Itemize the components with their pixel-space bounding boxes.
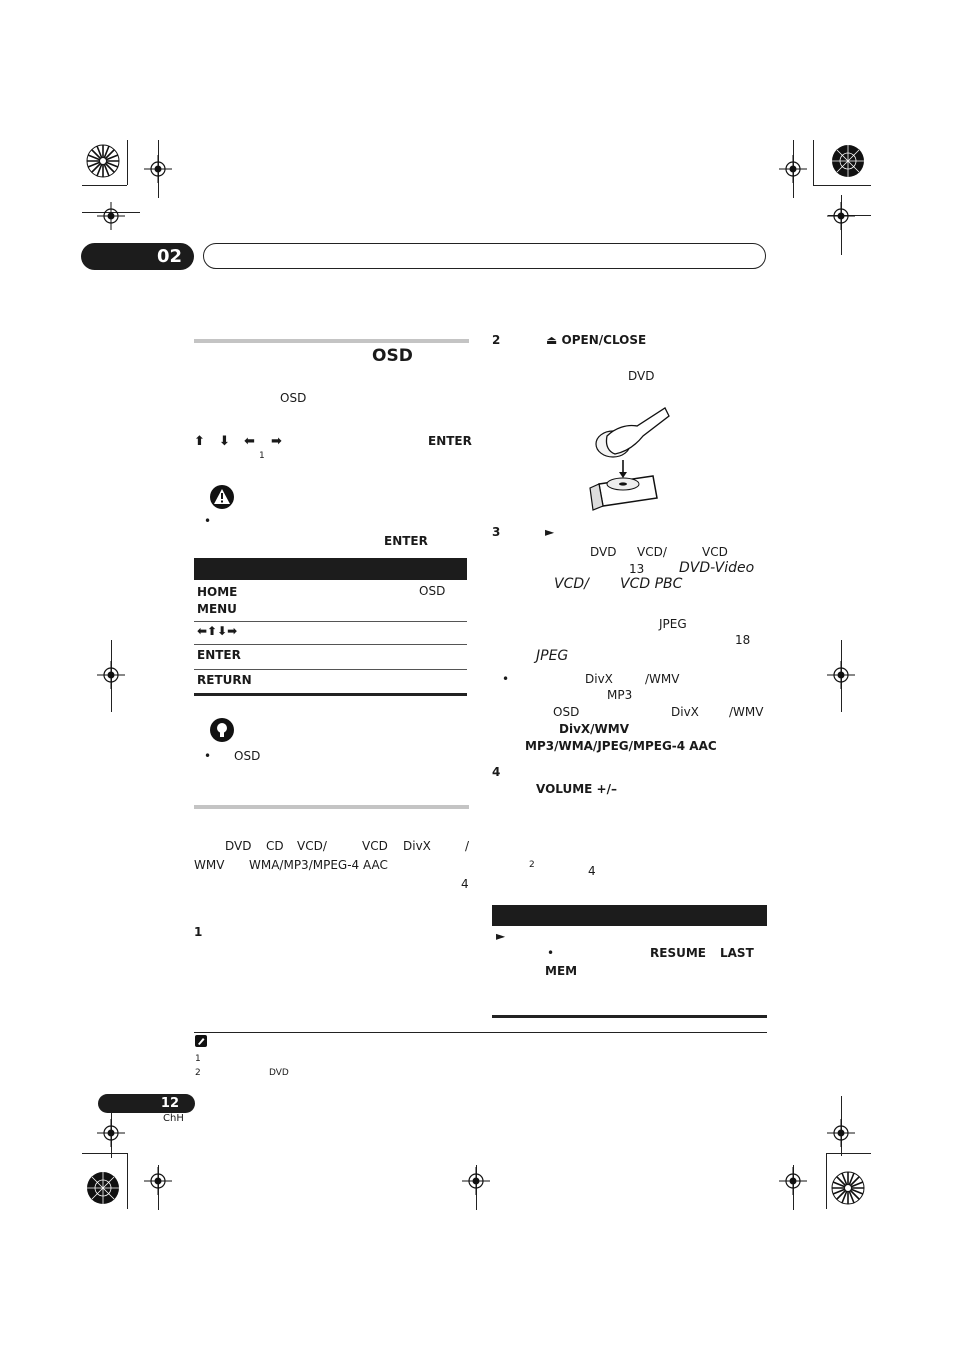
important-warning-icon — [209, 484, 235, 510]
table-divider — [194, 621, 467, 622]
registration-target-icon — [97, 661, 125, 689]
table-bottom-rule — [492, 1015, 767, 1018]
osd-text: OSD — [553, 705, 580, 719]
registration-target-icon — [779, 155, 807, 183]
vcd-pbc-ref: VCD PBC — [620, 576, 683, 592]
open-close-button-label: ⏏ OPEN/CLOSE — [546, 333, 647, 347]
footnote-rule — [194, 1032, 767, 1033]
page-reference: 13 — [629, 562, 645, 576]
table-row-desc: OSD — [419, 584, 446, 598]
sunburst-mark-icon — [86, 1171, 120, 1205]
bullet: • — [204, 749, 212, 763]
footnote-number: 2 — [195, 1068, 201, 1078]
section-rule — [194, 339, 469, 343]
bullet: • — [547, 946, 555, 960]
registration-target-icon — [97, 202, 125, 230]
last-mem-label: LAST — [720, 946, 754, 960]
bullet: • — [502, 672, 510, 686]
crop-line — [82, 185, 127, 186]
format-dvd: DVD — [225, 839, 252, 853]
enter-label: ENTER — [384, 534, 428, 548]
table-row-key: ⬅⬆⬇➡ — [197, 624, 238, 638]
crop-line — [127, 1153, 128, 1209]
footnote-number: 1 — [195, 1054, 201, 1064]
format-cd: CD — [266, 839, 284, 853]
crop-line — [826, 1153, 871, 1154]
divx-text: DivX — [671, 705, 699, 719]
step-number: 4 — [492, 765, 501, 779]
footnote-text: DVD — [269, 1068, 289, 1078]
registration-target-icon — [144, 1167, 172, 1195]
crop-line — [127, 140, 128, 185]
language-code: ChH — [163, 1113, 184, 1124]
tip-lightbulb-icon — [209, 717, 235, 743]
crop-line — [826, 1153, 827, 1209]
jpeg-ref: JPEG — [536, 648, 569, 664]
vcd-ref: VCD/ — [554, 576, 589, 592]
section-heading: OSD — [372, 346, 413, 366]
play-icon: ► — [545, 525, 555, 539]
format-vcd-slash: VCD/ — [637, 545, 667, 559]
format-vcd-slash: VCD/ — [297, 839, 327, 853]
play-icon: ► — [496, 929, 506, 943]
format-vcd: VCD — [362, 839, 388, 853]
table-divider — [194, 644, 467, 645]
table-row-key: RETURN — [197, 673, 252, 687]
chapter-title-bar — [203, 243, 766, 269]
disc-loading-illustration — [585, 406, 671, 512]
section-rule — [194, 805, 469, 809]
registration-target-icon — [779, 1167, 807, 1195]
jpeg-text: JPEG — [659, 617, 687, 631]
chapter-number-tab: 02 — [81, 243, 194, 270]
formats-bold: MP3/WMA/JPEG/MPEG-4 AAC — [525, 739, 717, 753]
table-row-key: ENTER — [197, 648, 241, 662]
sunburst-mark-icon — [831, 1171, 865, 1205]
step-number: 2 — [492, 333, 501, 347]
registration-target-icon — [462, 1167, 490, 1195]
osd-text: OSD — [280, 391, 307, 405]
registration-target-icon — [144, 155, 172, 183]
sunburst-mark-icon — [86, 144, 120, 178]
volume-button-label: VOLUME +/– — [536, 782, 617, 796]
page-reference: 18 — [735, 633, 751, 647]
arrow-down-icon: ⬇ — [219, 434, 230, 449]
footnote-ref: 2 — [529, 860, 535, 870]
dvd-video-ref: DVD-Video — [679, 560, 755, 576]
page-reference: 4 — [588, 864, 596, 878]
divx-text: DivX — [585, 672, 613, 686]
format-divx: DivX — [403, 839, 431, 853]
bullet: • — [204, 514, 212, 528]
note-icon — [195, 1035, 207, 1047]
key-home: HOME — [197, 585, 238, 599]
page-number-tab: 12 — [98, 1094, 195, 1113]
step-number: 3 — [492, 525, 501, 539]
table-row-key — [197, 584, 237, 618]
registration-target-icon — [97, 1119, 125, 1147]
tip-text: OSD — [234, 749, 261, 763]
registration-target-icon — [827, 202, 855, 230]
mem-label: MEM — [545, 964, 578, 978]
footnote-ref: 1 — [259, 451, 265, 461]
table-header — [194, 558, 467, 580]
divx-wmv-bold: DivX/WMV — [559, 722, 629, 736]
wmv-text: /WMV — [729, 705, 764, 719]
format-slash: / — [465, 839, 470, 853]
arrow-left-icon: ⬅ — [244, 434, 255, 449]
table-header — [492, 905, 767, 926]
mp3-text: MP3 — [607, 688, 633, 702]
step-number: 1 — [194, 925, 203, 939]
registration-target-icon — [827, 1119, 855, 1147]
crop-line — [813, 185, 871, 186]
table-bottom-rule — [194, 693, 467, 696]
registration-target-icon — [827, 661, 855, 689]
arrow-right-icon: ➡ — [271, 434, 282, 449]
wmv-text: /WMV — [645, 672, 680, 686]
dvd-text: DVD — [628, 369, 655, 383]
format-audio: WMA/MP3/MPEG-4 AAC — [249, 858, 388, 872]
crop-line — [813, 140, 814, 185]
page-reference: 4 — [461, 877, 469, 891]
key-menu: MENU — [197, 602, 237, 616]
format-wmv: WMV — [194, 858, 225, 872]
arrow-up-icon: ⬆ — [194, 434, 205, 449]
format-vcd: VCD — [702, 545, 728, 559]
enter-button-label: ENTER — [428, 434, 472, 448]
resume-button-label: RESUME — [650, 946, 706, 960]
format-dvd: DVD — [590, 545, 617, 559]
sunburst-mark-icon — [831, 144, 865, 178]
table-divider — [194, 669, 467, 670]
crop-line — [82, 1153, 127, 1154]
